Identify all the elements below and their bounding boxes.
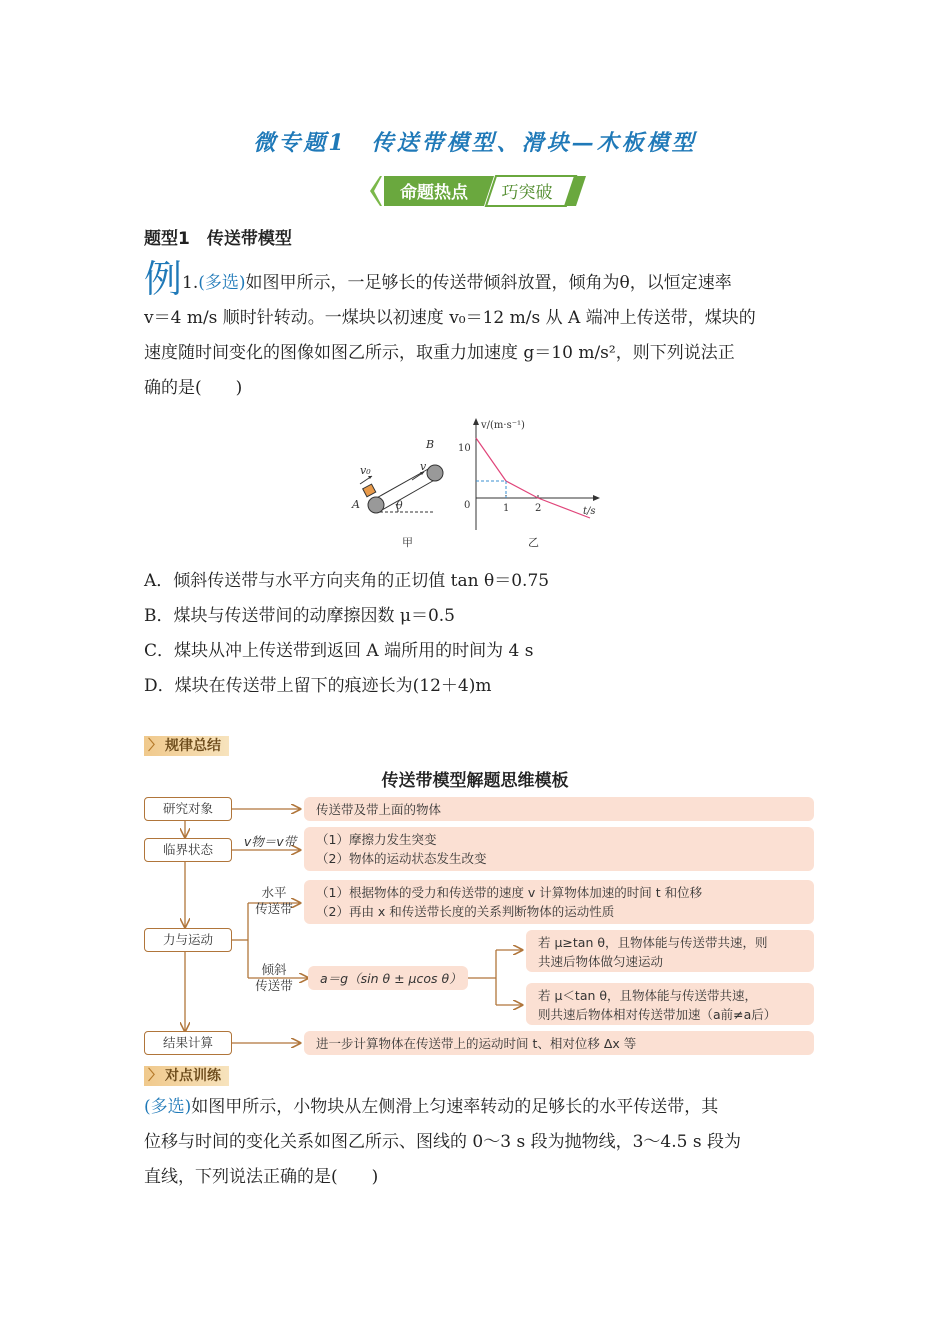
section-banner (362, 172, 588, 210)
practice-line-3: 直线，下列说法正确的是( ) (144, 1167, 379, 1187)
flow-critical-condition: v物＝v带 (243, 834, 297, 849)
flow-formula: a＝g（sin θ ± μcos θ） (308, 966, 468, 990)
axis-xlabel: t/s (583, 506, 596, 517)
flow-case-1: 若 μ≥tan θ，且物体能与传送带共速，则 共速后物体做匀速运动 (526, 930, 814, 972)
banner-left-text: 命题热点 (400, 183, 468, 203)
flow-result-box: 结果计算 (144, 1031, 232, 1055)
flow-critical-box: 临界状态 (144, 838, 232, 862)
section-heading: 题型1 传送带模型 (144, 229, 292, 249)
example-line-3: 速度随时间变化的图像如图乙所示，取重力加速度 g＝10 m/s²，则下列说法正 (144, 343, 735, 363)
example-multi-tag: (多选) (198, 273, 246, 293)
example-line-1: 例1.(多选)如图甲所示，一足够长的传送带倾斜放置，倾角为θ，以恒定速率 (144, 257, 732, 301)
flow-case-2: 若 μ＜tan θ，且物体能与传送带共速， 则共速后物体相对传送带加速（a前≠a后） (526, 983, 814, 1025)
example-num: 1. (182, 273, 199, 293)
practice-line-1: (多选)如图甲所示，小物块从左侧滑上匀速率转动的足够长的水平传送带，其 (144, 1097, 719, 1117)
label-B: B (426, 438, 435, 451)
practice-multi-tag: (多选) (144, 1097, 192, 1117)
option-d: D．煤块在传送带上留下的痕迹长为(12＋4)m (144, 676, 492, 696)
example-char: 例 (144, 257, 183, 301)
tick-0: 0 (464, 500, 471, 511)
example-line-2: v＝4 m/s 顺时针转动。一煤块以初速度 v₀＝12 m/s 从 A 端冲上传送带，煤块的 (144, 308, 756, 328)
option-c: C．煤块从冲上传送带到返回 A 端所用的时间为 4 s (144, 641, 534, 661)
example-question (144, 257, 812, 406)
flow-critical-text: （1）摩擦力发生突变 （2）物体的运动状态发生改变 (304, 827, 814, 871)
practice-tag: 〉 对点训练 (144, 1066, 229, 1086)
tick-2: 2 (535, 503, 542, 514)
flow-object-text: 传送带及带上面的物体 (304, 797, 814, 821)
summary-tag: 〉 规律总结 (144, 736, 229, 756)
flow-horizontal-label: 水平 传送带 (255, 885, 293, 916)
example-figure (340, 410, 610, 560)
tick-10: 10 (458, 443, 471, 454)
tick-1: 1 (503, 503, 510, 514)
caption-jia: 甲 (402, 536, 413, 549)
option-b: B．煤块与传送带间的动摩擦因数 μ＝0.5 (144, 606, 455, 626)
practice-question (144, 1090, 812, 1195)
flow-result-text: 进一步计算物体在传送带上的运动时间 t、相对位移 Δx 等 (304, 1031, 814, 1055)
label-v: v (420, 460, 427, 473)
page-title: 微专题1 传送带模型、滑块—木板模型 (253, 130, 697, 156)
label-theta: θ (396, 499, 403, 512)
label-v0: v₀ (360, 464, 371, 477)
practice-line-2: 位移与时间的变化关系如图乙所示、图线的 0～3 s 段为抛物线，3～4.5 s 段为 (144, 1132, 741, 1152)
flow-object-box: 研究对象 (144, 797, 232, 821)
axis-ylabel: v/(m·s⁻¹) (481, 420, 525, 431)
example-line-4: 确的是( ) (144, 378, 243, 398)
flow-force-box: 力与运动 (144, 928, 232, 952)
banner-right-text: 巧突破 (501, 183, 553, 203)
flow-horizontal-text: （1）根据物体的受力和传送带的速度 v 计算物体加速的时间 t 和位移 （2）再由 x 和传送带长度的关系判断物体的运动性质 (304, 880, 814, 924)
caption-yi: 乙 (528, 536, 539, 549)
label-A: A (352, 498, 360, 511)
flow-inclined-label: 倾斜 传送带 (255, 962, 293, 993)
template-title: 传送带模型解题思维模板 (381, 771, 569, 791)
option-a: A．倾斜传送带与水平方向夹角的正切值 tan θ＝0.75 (144, 571, 550, 591)
